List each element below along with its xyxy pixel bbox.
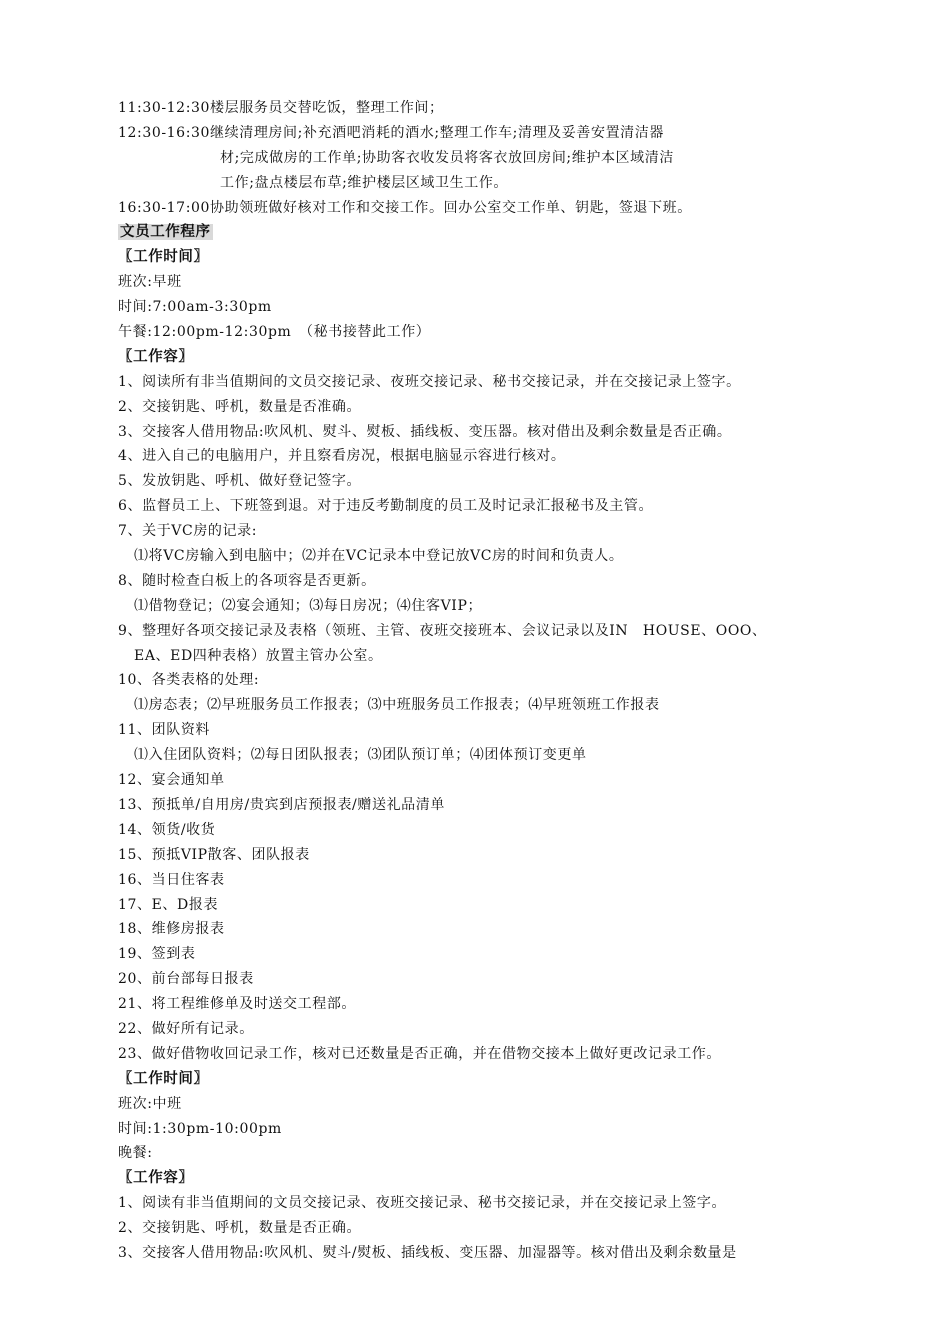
list-item: 8、随时检查白板上的各项容是否更新。 — [118, 572, 376, 589]
early-time-header: 〖工作时间〗 — [118, 249, 209, 266]
list-item: 6、监督员工上、下班签到退。对于违反考勤制度的员工及时记录汇报秘书及主管。 — [118, 498, 654, 515]
list-item: 9、整理好各项交接记录及表格（领班、主管、夜班交接班本、会议记录以及IN HOUSE、OOO、 — [118, 622, 767, 639]
list-item: 7、关于VC房的记录: — [118, 523, 258, 540]
list-item: 23、做好借物收回记录工作，核对已还数量是否正确，并在借物交接本上做好更改记录工作。 — [118, 1045, 722, 1062]
list-item: 14、领货/收货 — [118, 821, 216, 838]
list-subitem: ⑴房态表；⑵早班服务员工作报表；⑶中班服务员工作报表；⑷早班领班工作报表 — [134, 697, 660, 714]
list-item: 3、交接客人借用物品:吹风机、熨斗/熨板、插线板、变压器、加湿器等。核对借出及剩余数量是 — [118, 1244, 737, 1261]
schedule-line-continued: 工作;盘点楼层布草;维护楼层区域卫生工作。 — [220, 174, 509, 191]
list-item: 2、交接钥匙、呼机，数量是否正确。 — [118, 1220, 362, 1237]
early-content-header: 〖工作容〗 — [118, 348, 194, 365]
list-subitem: ⑴将VC房输入到电脑中；⑵并在VC记录本中登记放VC房的时间和负责人。 — [134, 548, 624, 565]
middle-hours: 时间:1:30pm-10:00pm — [118, 1120, 282, 1137]
list-item: 1、阅读有非当值期间的文员交接记录、夜班交接记录、秘书交接记录，并在交接记录上签字。 — [118, 1195, 727, 1212]
list-item: 10、各类表格的处理: — [118, 672, 260, 689]
list-item: 3、交接客人借用物品:吹风机、熨斗、熨板、插线板、变压器。核对借出及剩余数量是否正确。 — [118, 423, 732, 440]
early-shift: 班次:早班 — [118, 274, 182, 291]
list-item: 13、预抵单/自用房/贵宾到店预报表/赠送礼品清单 — [118, 796, 445, 813]
section-title: 文员工作程序 — [120, 224, 211, 241]
list-item: 11、团队资料 — [118, 722, 211, 739]
early-hours: 时间:7:00am-3:30pm — [118, 299, 272, 316]
list-item: 18、维修房报表 — [118, 921, 225, 938]
early-lunch: 午餐:12:00pm-12:30pm （秘书接替此工作） — [118, 324, 431, 341]
list-item-continued: EA、ED四种表格）放置主管办公室。 — [134, 647, 383, 664]
list-item: 5、发放钥匙、呼机、做好登记签字。 — [118, 473, 362, 490]
list-item: 22、做好所有记录。 — [118, 1020, 254, 1037]
schedule-line-continued: 材;完成做房的工作单;协助客衣收发员将客衣放回房间;维护本区域清洁 — [220, 149, 674, 166]
list-item: 15、预抵VIP散客、团队报表 — [118, 846, 310, 863]
list-item: 2、交接钥匙、呼机，数量是否准确。 — [118, 398, 362, 415]
document-body — [118, 96, 858, 1266]
list-item: 4、进入自己的电脑用户，并且察看房况，根据电脑显示容进行核对。 — [118, 448, 566, 465]
list-item: 12、宴会通知单 — [118, 772, 225, 789]
schedule-line: 11:30-12:30楼层服务员交替吃饭，整理工作间； — [118, 100, 444, 116]
list-item: 21、将工程维修单及时送交工程部。 — [118, 996, 357, 1013]
list-subitem: ⑴借物登记；⑵宴会通知；⑶每日房况；⑷住客VIP； — [134, 597, 483, 614]
list-item: 16、当日住客表 — [118, 871, 225, 888]
middle-shift: 班次:中班 — [118, 1095, 182, 1112]
list-item: 19、签到表 — [118, 946, 196, 963]
middle-dinner: 晚餐: — [118, 1145, 153, 1162]
middle-time-header: 〖工作时间〗 — [118, 1070, 209, 1087]
list-item: 17、E、D报表 — [118, 896, 219, 913]
list-subitem: ⑴入住团队资料；⑵每日团队报表；⑶团队预订单；⑷团体预订变更单 — [134, 747, 587, 764]
schedule-line: 16:30-17:00协助领班做好核对工作和交接工作。回办公室交工作单、钥匙，签退下班。 — [118, 199, 692, 216]
middle-content-header: 〖工作容〗 — [118, 1170, 194, 1187]
schedule-line: 12:30-16:30继续清理房间;补充酒吧消耗的酒水;整理工作车;清理及妥善安置清洁器 — [118, 124, 664, 141]
section-title-row — [118, 220, 858, 245]
list-item: 1、阅读所有非当值期间的文员交接记录、夜班交接记录、秘书交接记录，并在交接记录上签字。 — [118, 373, 741, 390]
list-item: 20、前台部每日报表 — [118, 971, 254, 988]
